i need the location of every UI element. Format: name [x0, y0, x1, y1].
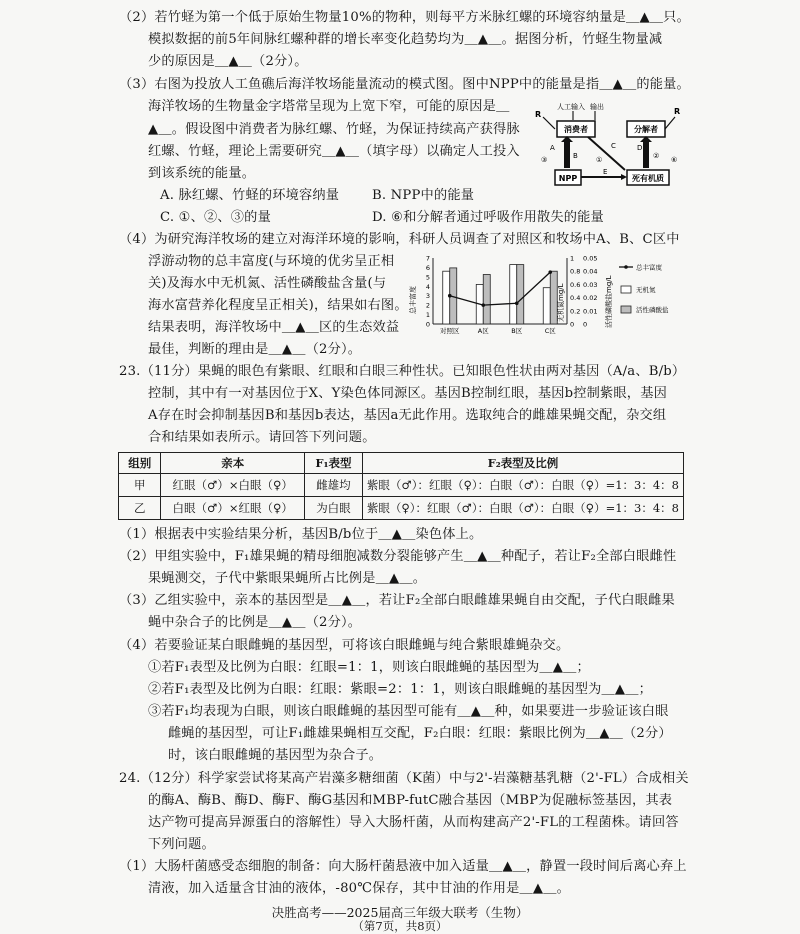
left-tick-label: 1	[425, 311, 430, 320]
npp-label: NPP	[558, 174, 578, 183]
q24-1-line-2: 清液，加入适量含甘油的液体，-80℃保存，其中甘油的作用是＿▲＿。	[148, 881, 570, 896]
q22-3-line-3: ▲＿。假设图中消费者为脉红螺、竹蛏，为保证持续高产获得脉	[148, 122, 520, 137]
label-circle-2: ②	[653, 152, 660, 160]
category-label: 对照区	[440, 327, 460, 335]
mid-tick-label: 0.8	[570, 267, 581, 276]
q22-2-line-3: 少的原因是＿▲＿（2分）。	[148, 54, 308, 69]
left-tick-label: 4	[425, 282, 430, 291]
plankton-nutrient-chart	[407, 252, 675, 338]
legend-n-swatch	[621, 286, 631, 293]
left-tick-label: 2	[425, 301, 430, 310]
bar-phosphate	[517, 265, 524, 324]
q23-1-line-1: （1）根据表中实验结果分析，基因B/b位于＿▲＿染色体上。	[119, 527, 483, 542]
right-tick-label: 0	[583, 320, 588, 329]
q22-3-option-a: A. 脉红螺、竹蛏的环境容纳量	[160, 188, 340, 203]
col-f2: F₂表型及比例	[362, 453, 683, 474]
left-tick-label: 6	[425, 263, 430, 272]
dead-matter-label: 死有机质	[632, 174, 664, 183]
cell-f2: 紫眼（♀）：红眼（♂）：白眼（♂）：白眼（♀）=1：3：4：8	[362, 497, 683, 520]
cell-parents: 红眼（♂）×白眼（♀）	[161, 474, 305, 497]
mid-tick-label: 0.4	[570, 294, 581, 303]
left-tick-label: 5	[425, 273, 430, 282]
table-row	[119, 497, 684, 520]
right-tick-label: 0.05	[583, 254, 598, 263]
label-a: A	[550, 144, 555, 152]
q23-4-line-3: ②若F₁表型及比例为白眼：红眼：紫眼=2：1：1，则该白眼雌蝇的基因型为＿▲＿；	[148, 682, 652, 697]
q22-4-line-2: 浮游动物的总丰富度(与环境的优劣呈正相	[148, 254, 395, 269]
q23-4-line-5: 雌蝇的基因型，可让F₁雌雄果蝇相互交配，F₂白眼：红眼：紫眼比例为＿▲＿（2分）	[168, 726, 672, 741]
footer-exam-title: 决胜高考——2025届高三年级大联考（生物）	[271, 905, 529, 920]
mid-tick-label: 1	[570, 254, 575, 263]
cross-results-table	[118, 452, 684, 520]
richness-point	[515, 301, 519, 305]
label-circle-3: ③	[541, 156, 548, 164]
energy-flow-diagram	[533, 100, 683, 192]
q23-line-3: A存在时会抑制基因B和基因b表达，基因a无此作用。选取纯合的雌雄果蝇交配，杂交组	[148, 408, 667, 423]
bar-inorganic-n	[510, 265, 517, 324]
right-tick-label: 0.01	[583, 307, 598, 316]
cell-f1: 雌雄均	[304, 474, 362, 497]
richness-point	[448, 294, 452, 298]
q23-2-line-1: （2）甲组实验中，F₁雄果蝇的精母细胞减数分裂能够产生＿▲＿种配子，若让F₂全部白眼雌性	[119, 549, 677, 564]
col-f1: F₁表型	[304, 453, 362, 474]
q22-3-line-5: 到该系统的能量。	[148, 166, 256, 181]
bar-phosphate	[550, 271, 557, 324]
legend-p-label: 活性磷酸盐	[636, 306, 669, 314]
human-input-label: 人工输入	[557, 103, 585, 111]
q22-2-line-1: （2）若竹蛏为第一个低于原始生物量10%的物种，则每平方米脉红螺的环境容纳量是＿▲＿只。	[119, 10, 690, 25]
label-d: D	[637, 144, 643, 152]
left-tick-label: 3	[425, 292, 430, 301]
respiration-label-right: R	[674, 107, 681, 116]
mid-tick-label: 0.6	[570, 280, 581, 289]
right-tick-label: 0.03	[583, 280, 598, 289]
cell-f1: 为白眼	[304, 497, 362, 520]
left-tick-label: 0	[425, 320, 430, 329]
right-tick-label: 0.02	[583, 294, 598, 303]
bar-phosphate	[483, 275, 490, 325]
table-row	[119, 474, 684, 497]
label-e: E	[603, 168, 608, 176]
q24-1-line-1: （1）大肠杆菌感受态细胞的制备：向大肠杆菌悬液中加入适量＿▲＿，静置一段时间后离心弃上	[119, 859, 687, 874]
q22-3-line-1: （3）右图为投放人工鱼礁后海洋牧场能量流动的模式图。图中NPP中的能量是指＿▲＿的能量。	[119, 77, 690, 92]
q23-line-1: 23.（11分）果蝇的眼色有紫眼、红眼和白眼三种性状。已知眼色性状由两对基因（A/a、B/b）	[119, 364, 686, 379]
q23-4-line-4: ③若F₁均表现为白眼，则该白眼雌蝇的基因型可能有＿▲＿种，如果要进一步验证该白眼	[148, 704, 669, 719]
q22-3-line-4: 红螺、竹蛏，理论上需要研究＿▲＿（填字母）以确定人工投入	[148, 144, 520, 159]
right-axis-label: 活性磷酸盐mg/L	[605, 275, 613, 328]
table-header-row	[119, 453, 684, 474]
richness-point	[548, 270, 552, 274]
right-tick-label: 0.04	[583, 267, 598, 276]
left-tick-label: 7	[425, 254, 430, 263]
q22-4-line-6: 最佳，判断的理由是＿▲＿（2分）。	[148, 342, 362, 357]
mid-tick-label: 0	[570, 320, 575, 329]
q22-3-option-b: B. NPP中的能量	[372, 188, 475, 203]
label-c: C	[611, 142, 616, 150]
cell-parents: 白眼（♂）×红眼（♀）	[161, 497, 305, 520]
q22-2-line-2: 模拟数据的前5年间脉红螺种群的增长率变化趋势均为＿▲＿。据图分析，竹蛏生物量减	[148, 32, 663, 47]
q23-4-line-6: 时，该白眼雌蝇的基因型为杂合子。	[168, 748, 383, 763]
cell-group: 乙	[119, 497, 161, 520]
respiration-label-left: R	[535, 110, 542, 119]
q22-3-line-2: 海洋牧场的生物量金字塔常呈现为上宽下窄，可能的原因是＿	[148, 99, 510, 114]
output-label: 输出	[590, 103, 604, 111]
legend-line-marker	[624, 265, 628, 269]
cell-f2: 紫眼（♂）：红眼（♀）：白眼（♂）：白眼（♀）=1：3：4：8	[362, 474, 683, 497]
decomposer-label: 分解者	[634, 125, 658, 134]
legend-richness-label: 总丰富度	[636, 263, 662, 272]
category-label: B区	[511, 327, 523, 335]
q24-line-3: 达产物可提高异源蛋白的溶解性）导入大肠杆菌，从而构建高产2'-FL的工程菌株。请回答	[148, 815, 679, 830]
q22-4-line-4: 海水富营养化程度呈正相关)，结果如右图。	[148, 298, 408, 313]
q24-line-2: 的酶A、酶B、酶D、酶F、酶G基因和MBP-futC融合基因（MBP为促融标签基因，其表	[148, 793, 673, 808]
q22-4-line-5: 结果表明，海洋牧场中＿▲＿区的生态效益	[148, 320, 400, 335]
q23-4-line-2: ①若F₁表型及比例为白眼：红眼=1：1，则该白眼雌蝇的基因型为＿▲＿；	[148, 660, 590, 675]
cell-group: 甲	[119, 474, 161, 497]
richness-point	[481, 303, 485, 307]
label-circle-1: ①	[596, 156, 603, 164]
q23-line-4: 合和结果如表所示。请回答下列问题。	[148, 430, 376, 445]
q23-4-line-1: （4）若要验证某白眼雌蝇的基因型，可将该白眼雌蝇与纯合紫眼雄蝇杂交。	[119, 638, 570, 653]
q23-2-line-2: 果蝇测交，子代中紫眼果蝇所占比例是＿▲＿。	[148, 571, 427, 586]
legend-p-swatch	[621, 306, 631, 313]
label-circle-6: ⑥	[671, 156, 678, 164]
category-label: A区	[477, 327, 489, 335]
mid-axis-label: 无机氮mg/L	[557, 283, 565, 322]
q24-line-1: 24.（12分）科学家尝试将某高产岩藻多糖细菌（K菌）中与2'-岩藻糖基乳糖（2'-FL）合成相关	[119, 771, 689, 786]
bar-inorganic-n	[543, 288, 550, 324]
mid-tick-label: 0.2	[570, 307, 581, 316]
q24-line-4: 下列问题。	[148, 837, 215, 852]
category-label: C区	[544, 327, 556, 335]
col-group: 组别	[119, 453, 161, 474]
q22-4-line-1: （4）为研究海洋牧场的建立对海洋环境的影响，科研人员调查了对照区和牧场中A、B、C区中	[119, 232, 680, 247]
q23-3-line-1: （3）乙组实验中，亲本的基因型是＿▲＿，若让F₂全部白眼雌雄果蝇自由交配，子代白眼雌果	[119, 593, 675, 608]
q22-4-line-3: 关)及海水中无机氮、活性磷酸盐含量(与	[148, 276, 387, 291]
richness-line	[450, 272, 551, 305]
q23-3-line-2: 蝇中杂合子的比例是＿▲＿（2分）。	[148, 615, 362, 630]
bar-inorganic-n	[443, 271, 450, 324]
q23-line-2: 控制，其中有一对基因位于X、Y染色体同源区。基因B控制红眼，基因b控制紫眼，基因	[148, 386, 667, 401]
col-parents: 亲本	[161, 453, 305, 474]
footer-page-number: （第7页，共8页）	[352, 919, 448, 933]
q22-3-option-c: C. ①、②、③的量	[160, 210, 271, 225]
consumer-label: 消费者	[564, 125, 588, 134]
left-axis-label: 总丰富度	[409, 286, 417, 314]
q22-3-option-d: D. ⑥和分解者通过呼吸作用散失的能量	[372, 210, 604, 225]
label-b: B	[573, 152, 578, 160]
legend-n-label: 无机氮	[636, 286, 656, 294]
